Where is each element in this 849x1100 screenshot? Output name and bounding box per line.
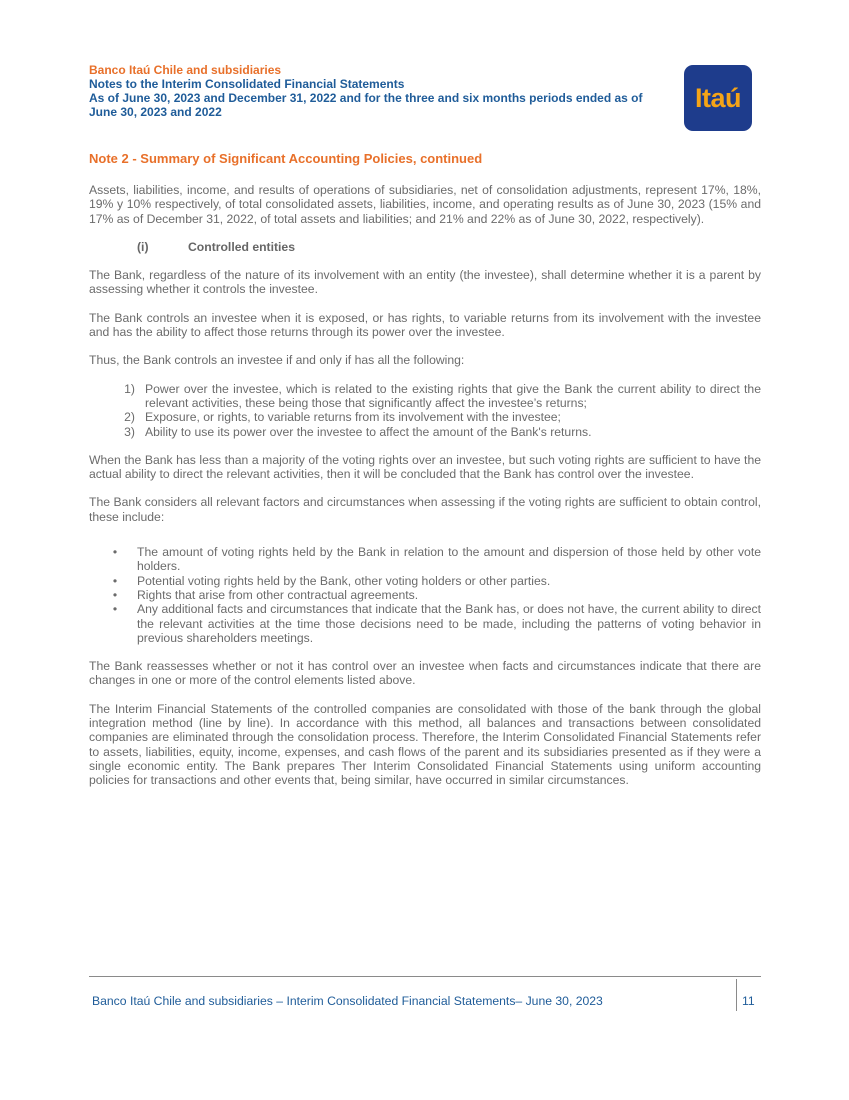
list-item-text: Rights that arise from other contractual agreements. [137, 587, 419, 602]
bullet-icon: • [112, 602, 118, 617]
list-marker: 3) [124, 424, 135, 439]
document-body [89, 183, 761, 802]
list-item [89, 574, 761, 588]
list-item-text: Exposure, or rights, to variable returns from its involvement with the investee; [145, 410, 561, 425]
header-title: Notes to the Interim Consolidated Financial Statements [89, 77, 405, 91]
header-period-line-2: June 30, 2023 and 2022 [89, 105, 222, 119]
list-marker: 1) [124, 381, 135, 396]
header-period-line-1: As of June 30, 2023 and December 31, 2022 and for the three and six months periods ended as of [89, 91, 643, 105]
paragraph: Thus, the Bank controls an investee if and only if has all the following: [89, 353, 465, 368]
itau-logo [684, 65, 752, 131]
list-item [89, 410, 761, 424]
paragraph: Assets, liabilities, income, and results of operations of subsidiaries, net of consolidation adjustments, represent 17%, 18%, 19% y 10% respectively, of total consolidated assets, liabilities, income, and operating results as of June 30, 2023 (15% and 17% as of December 31, 2022, of total assets and liabilities; and 21% and 22% as of June 30, 2022, respectively). [89, 183, 761, 226]
document-header [89, 63, 679, 119]
footer-text: Banco Itaú Chile and subsidiaries – Interim Consolidated Financial Statements– June 30, 2023 [92, 994, 603, 1008]
paragraph: When the Bank has less than a majority of the voting rights over an investee, but such voting rights are sufficient to have the actual ability to direct the relevant activities, then it will be concluded that the Bank has control over the investee. [89, 452, 761, 482]
control-conditions-list [89, 382, 761, 439]
paragraph: The Bank, regardless of the nature of its involvement with an entity (the investee), shall determine whether it is a parent by assessing whether it controls the investee. [89, 268, 761, 297]
list-item [89, 602, 761, 645]
paragraph: The Bank considers all relevant factors and circumstances when assessing if the voting rights are sufficient to obtain control, these include: [89, 495, 761, 524]
subheading-title: Controlled entities [188, 239, 295, 254]
company-name: Banco Itaú Chile and subsidiaries [89, 63, 282, 77]
list-item-text: Power over the investee, which is related to the existing rights that give the Bank the current ability to direct the relevant activities, these being those that significantly affect the investee’s returns; [145, 381, 761, 410]
page-number: 11 [742, 994, 755, 1008]
subheading-number: (i) [137, 239, 149, 254]
footer-divider [89, 976, 761, 977]
list-marker: 2) [124, 410, 135, 425]
list-item [89, 382, 761, 411]
bullet-icon: • [112, 587, 118, 602]
section-subheading [137, 240, 761, 254]
list-item-text: Any additional facts and circumstances that indicate that the Bank has, or does not have, the current ability to direct the relevant activities at the time those decisions need to be made, including the patterns of voting behavior in previous shareholders meetings. [137, 602, 761, 645]
paragraph: The Bank reassesses whether or not it has control over an investee when facts and circumstances indicate that there are changes in one or more of the control elements listed above. [89, 659, 761, 688]
bullet-icon: • [112, 545, 118, 560]
list-item-text: Ability to use its power over the investee to affect the amount of the Bank's returns. [145, 424, 592, 439]
bullet-icon: • [112, 573, 118, 588]
paragraph: The Bank controls an investee when it is exposed, or has rights, to variable returns from its involvement with the investee and has the ability to affect those returns through its power over the investee. [89, 310, 761, 340]
footer-separator [736, 979, 737, 1011]
voting-factors-list [89, 545, 761, 645]
list-item [89, 545, 761, 574]
logo-text: Itaú [694, 82, 741, 113]
list-item-text: The amount of voting rights held by the Bank in relation to the amount and dispersion of those held by other vote holders. [137, 545, 761, 574]
list-item [89, 588, 761, 602]
note-title: Note 2 - Summary of Significant Accounting Policies, continued [89, 151, 483, 166]
list-item [89, 425, 761, 439]
paragraph: The Interim Financial Statements of the controlled companies are consolidated with those of the bank through the global integration method (line by line). In accordance with this method, all balances and transactions between consolidated companies are eliminated through the consolidation process. Therefore, the Interim Consolidated Financial Statements refer to assets, liabilities, equity, income, expenses, and cash flows of the parent and its subsidiaries presented as if they were a single economic entity. The Bank prepares Ther Interim Consolidated Financial Statements using uniform accounting policies for transactions and other events that, being similar, have occurred in similar circumstances. [89, 701, 761, 788]
list-item-text: Potential voting rights held by the Bank, other voting holders or other parties. [137, 573, 551, 588]
